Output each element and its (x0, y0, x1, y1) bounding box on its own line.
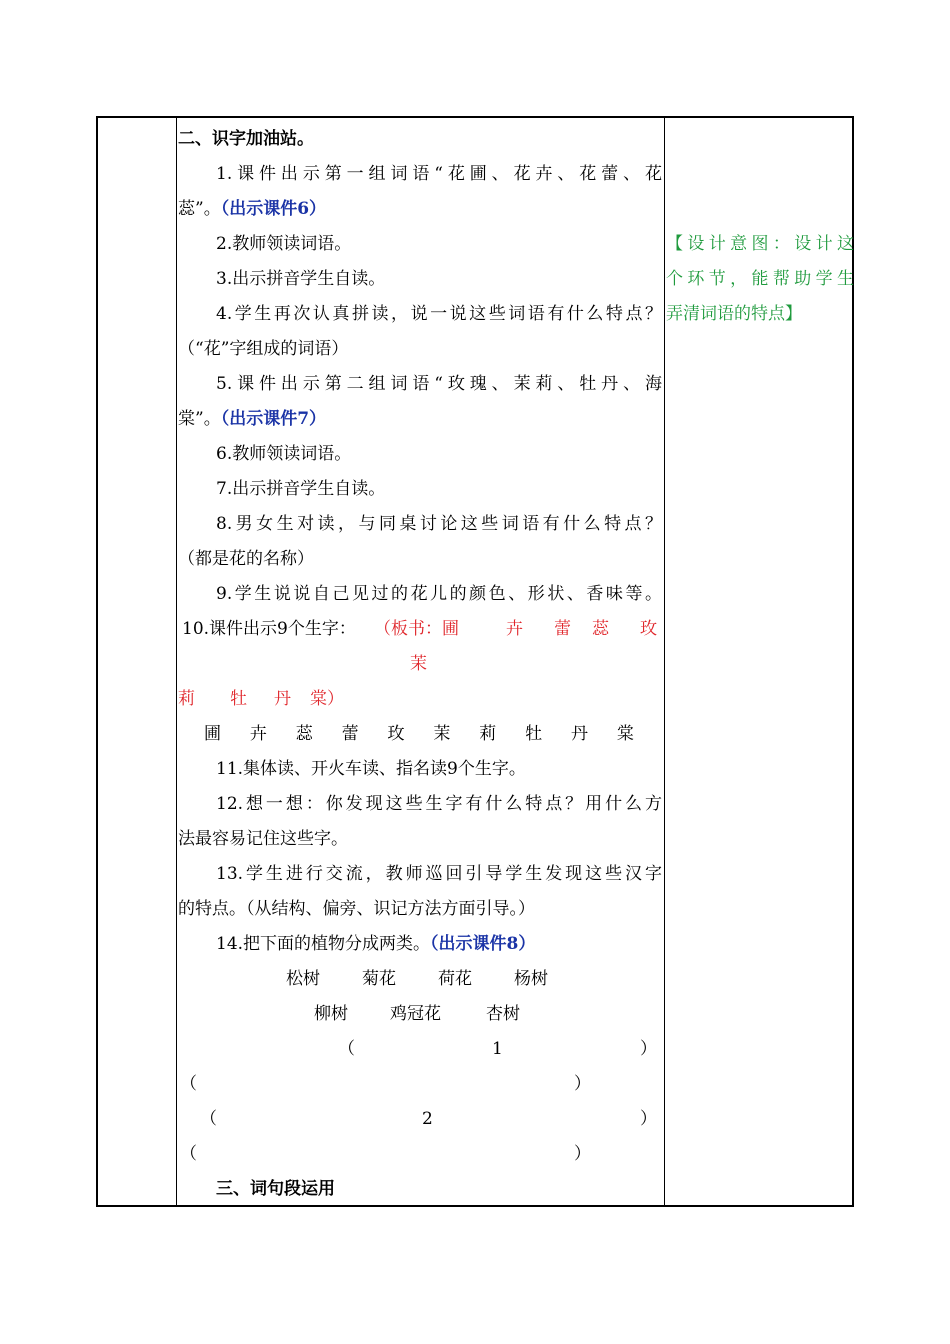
section-two-title: 二、识字加油站。 (178, 129, 314, 149)
step-6: 6.教师领读词语。 (216, 444, 352, 464)
blank-open-paren: （ (338, 1039, 355, 1059)
section-three-title: 三、词句段运用 (216, 1179, 335, 1199)
step-5-text: 棠”。 (178, 409, 221, 429)
new-char: 茉 (433, 724, 451, 744)
board-char: 莉 (178, 689, 195, 709)
design-intent-cell (666, 118, 854, 1205)
board-char: 玫 (640, 619, 657, 639)
step-5-line-b (178, 402, 662, 437)
step-12-line-b: 法最容易记住这些字。 (178, 829, 348, 849)
step-1-line-b (178, 192, 662, 227)
step-9: 9.学生说说自己见过的花儿的颜色、形状、香味等。 (216, 584, 662, 604)
step-7: 7.出示拼音学生自读。 (216, 479, 386, 499)
new-char: 牡 (525, 724, 543, 744)
new-char: 卉 (249, 724, 267, 744)
board-char: 卉 (506, 619, 523, 639)
new-char: 玫 (387, 724, 405, 744)
board-char: 蕾 (554, 619, 571, 639)
step-8-line-b: （都是花的名称） (178, 549, 314, 569)
plant-word: 杏树 (486, 1004, 520, 1024)
blank-close-paren: ） (574, 1144, 591, 1164)
new-char: 蕾 (341, 724, 359, 744)
board-char: 牡 (230, 689, 247, 709)
new-char: 棠 (616, 724, 634, 744)
plants-row-1 (178, 962, 662, 997)
plant-word: 菊花 (362, 969, 396, 989)
plant-word: 鸡冠花 (390, 1004, 441, 1024)
step-2: 2.教师领读词语。 (216, 234, 352, 254)
design-intent-line: 个环节，能帮助学生 (666, 269, 854, 289)
step-14 (178, 927, 662, 962)
board-label: （板书：圃 (374, 619, 459, 639)
step-1-line-a: 1.课件出示第一组词语“花圃、花卉、花蕾、花 (216, 164, 662, 184)
step-13-line-a: 13.学生进行交流，教师巡回引导学生发现这些汉字 (216, 864, 662, 884)
step-1-text: 蕊”。 (178, 199, 221, 219)
step-4-line-a: 4.学生再次认真拼读，说一说这些词语有什么特点？ (216, 304, 662, 324)
category-blank-4 (178, 1137, 662, 1172)
step-10-line-c (178, 682, 662, 717)
new-char: 蕊 (295, 724, 313, 744)
step-13-line-b: 的特点。（从结构、偏旁、识记方法方面引导。） (178, 899, 535, 919)
courseware-8-note: （出示课件8） (430, 934, 536, 954)
board-char: 棠） (310, 689, 344, 709)
new-char: 丹 (571, 724, 588, 744)
step-11: 11.集体读、开火车读、指名读9个生字。 (216, 759, 526, 779)
step-10-line-a (178, 612, 662, 647)
step-4-line-b: （“花”字组成的词语） (178, 339, 349, 359)
plant-word: 荷花 (438, 969, 472, 989)
courseware-6-note: （出示课件6） (220, 199, 327, 219)
design-intent-line: 【设计意图：设计这 (666, 234, 854, 254)
blank-open-paren: （ (200, 1109, 217, 1129)
blank-close-paren: ） (640, 1039, 657, 1059)
step-14-text: 14.把下面的植物分成两类。 (216, 934, 431, 954)
board-char: 茉 (410, 654, 427, 674)
step-10-line-b (178, 647, 662, 682)
new-characters (204, 717, 634, 752)
category-number: 1 (492, 1039, 503, 1059)
plant-word: 松树 (286, 969, 320, 989)
step-3: 3.出示拼音学生自读。 (216, 269, 386, 289)
blank-open-paren: （ (180, 1144, 197, 1164)
step-8-line-a: 8.男女生对读，与同桌讨论这些词语有什么特点？ (216, 514, 662, 534)
courseware-7-note: （出示课件7） (220, 409, 327, 429)
blank-close-paren: ） (574, 1074, 591, 1094)
category-blank-3 (178, 1102, 662, 1137)
new-characters-row (178, 717, 662, 752)
teaching-process-cell (178, 118, 662, 1205)
blank-close-paren: ） (640, 1109, 657, 1129)
step-5-line-a: 5.课件出示第二组词语“玫瑰、茉莉、牡丹、海 (216, 374, 662, 394)
category-blank-2 (178, 1067, 662, 1102)
plant-word: 柳树 (314, 1004, 348, 1024)
step-12-line-a: 12.想一想：你发现这些生字有什么特点？用什么方 (216, 794, 662, 814)
category-blank-1 (178, 1032, 662, 1067)
step-10-text: 10.课件出示9个生字： (182, 619, 356, 639)
plant-word: 杨树 (514, 969, 548, 989)
category-number: 2 (422, 1109, 433, 1129)
board-char: 蕊 (592, 619, 609, 639)
design-intent-line: 弄清词语的特点】 (666, 304, 802, 324)
board-char: 丹 (274, 689, 291, 709)
plants-row-2 (178, 997, 662, 1032)
lesson-plan-table (96, 116, 854, 1207)
column-divider-left (176, 118, 177, 1205)
blank-open-paren: （ (180, 1074, 197, 1094)
column-divider-right (664, 118, 665, 1205)
new-char: 圃 (204, 724, 221, 744)
new-char: 莉 (479, 724, 497, 744)
